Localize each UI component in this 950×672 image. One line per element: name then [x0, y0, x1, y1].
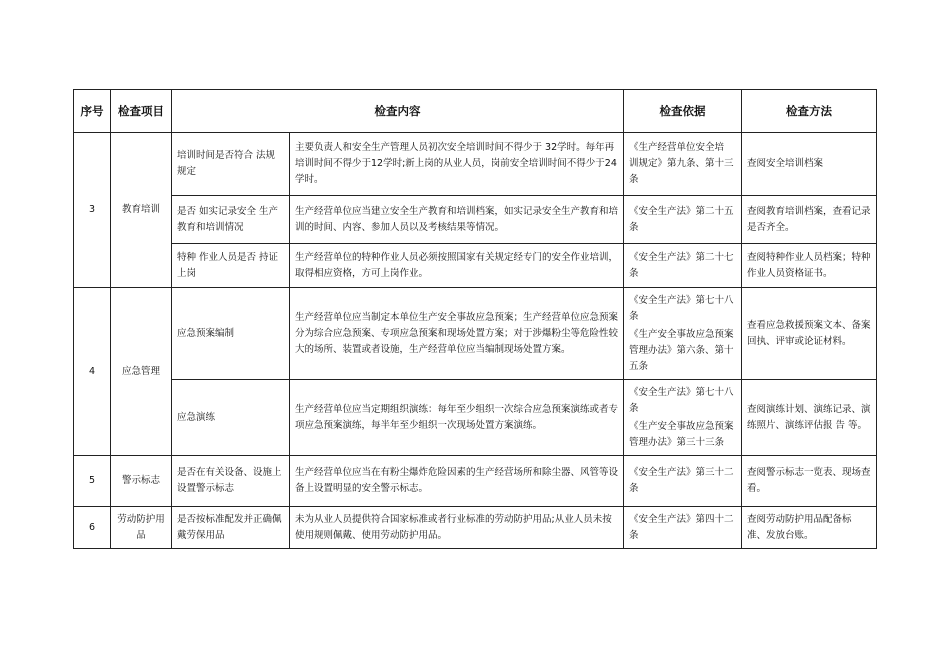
row-sub-item: 特种 作业人员是否 持证 上岗	[172, 244, 290, 288]
header-row	[74, 90, 877, 133]
basis-text: 《安全生产法》第二十七条	[629, 251, 734, 279]
row-method: 查阅教育培训档案，查看记录是否齐全。	[742, 196, 877, 244]
row-item: 应急管理	[111, 288, 172, 456]
basis-text: 《生产安全事故应急预案管理办法》第三十三条	[629, 420, 734, 448]
basis-text: 《安全生产法》第四十二条	[629, 513, 734, 541]
row-sub-item: 是否在有关设备、设施上设置警示标志	[172, 456, 290, 507]
row-method: 查阅警示标志一览表、现场查看。	[742, 456, 877, 507]
header-no: 序号	[74, 90, 111, 133]
inspection-table	[73, 89, 877, 549]
row-item: 教育培训	[111, 133, 172, 288]
row-sub-item: 应急预案编制	[172, 288, 290, 380]
row-method: 查阅安全培训档案	[742, 133, 877, 196]
row-item: 警示标志	[111, 456, 172, 507]
row-basis	[624, 456, 742, 507]
row-basis	[624, 196, 742, 244]
table-row	[74, 380, 877, 456]
table-row	[74, 507, 877, 549]
row-basis	[624, 288, 742, 380]
row-basis	[624, 244, 742, 288]
row-content: 生产经营单位应当建立安全生产教育和培训档案，如实记录安全生产教育和培训的时间、内容、参加人员以及考核结果等情况。	[290, 196, 624, 244]
table-row	[74, 244, 877, 288]
row-sub-item: 应急演练	[172, 380, 290, 456]
row-basis	[624, 133, 742, 196]
row-sub-item: 培训时间是否符合 法规 规定	[172, 133, 290, 196]
table-row	[74, 288, 877, 380]
row-basis	[624, 507, 742, 549]
row-sub-item: 是否 如实记录安全 生产 教育和培训情况	[172, 196, 290, 244]
row-method: 查阅特种作业人员档案；特种作业人员资格证书。	[742, 244, 877, 288]
basis-text: 《生产安全事故应急预案管理办法》第六条、第十五条	[629, 328, 734, 372]
row-method: 查阅演练计划、演练记录、演练照片、演练评估报 告 等。	[742, 380, 877, 456]
row-content: 生产经营单位应当在有粉尘爆炸危险因素的生产经营场所和除尘器、风管等设备上设置明显的安全警示标志。	[290, 456, 624, 507]
row-basis	[624, 380, 742, 456]
header-method: 检查方法	[742, 90, 877, 133]
row-content: 生产经营单位的特种作业人员必须按照国家有关规定经专门的安全作业培训，取得相应资格，方可上岗作业。	[290, 244, 624, 288]
table-row	[74, 456, 877, 507]
row-content: 生产经营单位应当定期组织演练：每年至少组织一次综合应急预案演练或者专项应急预案演练，每半年至少组织一次现场处置方案演练。	[290, 380, 624, 456]
header-item: 检查项目	[111, 90, 172, 133]
row-content: 主要负责人和安全生产管理人员初次安全培训时间不得少于 32学时。每年再培训时间不得少于12学时;新上岗的从业人员，岗前安全培训时间不得少于24学时。	[290, 133, 624, 196]
header-content: 检查内容	[172, 90, 624, 133]
row-content: 未为从业人员提供符合国家标准或者行业标准的劳动防护用品;从业人员未按使用规则佩戴、使用劳动防护用品。	[290, 507, 624, 549]
row-number: 3	[74, 133, 111, 288]
row-number: 5	[74, 456, 111, 507]
row-content: 生产经营单位应当制定本单位生产安全事故应急预案；生产经营单位应急预案分为综合应急预案、专项应急预案和现场处置方案；对于涉爆粉尘等危险性较大的场所、装置或者设施，生产经营单位应当编制现场处置方案。	[290, 288, 624, 380]
row-sub-item: 是否按标准配发并正确佩戴劳保用品	[172, 507, 290, 549]
row-number: 6	[74, 507, 111, 549]
basis-text: 《生产经营单位安全培 训规定》第九条、第十三条	[629, 142, 734, 185]
table-row	[74, 196, 877, 244]
header-basis: 检查依据	[624, 90, 742, 133]
table-row	[74, 133, 877, 196]
row-method: 查阅劳动防护用品配备标 准、发放台账。	[742, 507, 877, 549]
basis-text: 《安全生产法》第三十二条	[629, 467, 734, 494]
basis-text: 《安全生产法》第二十五条	[629, 205, 734, 233]
row-number: 4	[74, 288, 111, 456]
row-item: 劳动防护用品	[111, 507, 172, 549]
row-method: 查看应急救援预案文本、备案回执、评审或论证材料。	[742, 288, 877, 380]
basis-text: 《安全生产法》第七十八条	[629, 386, 734, 414]
basis-text: 《安全生产法》第七十八条	[629, 294, 734, 322]
